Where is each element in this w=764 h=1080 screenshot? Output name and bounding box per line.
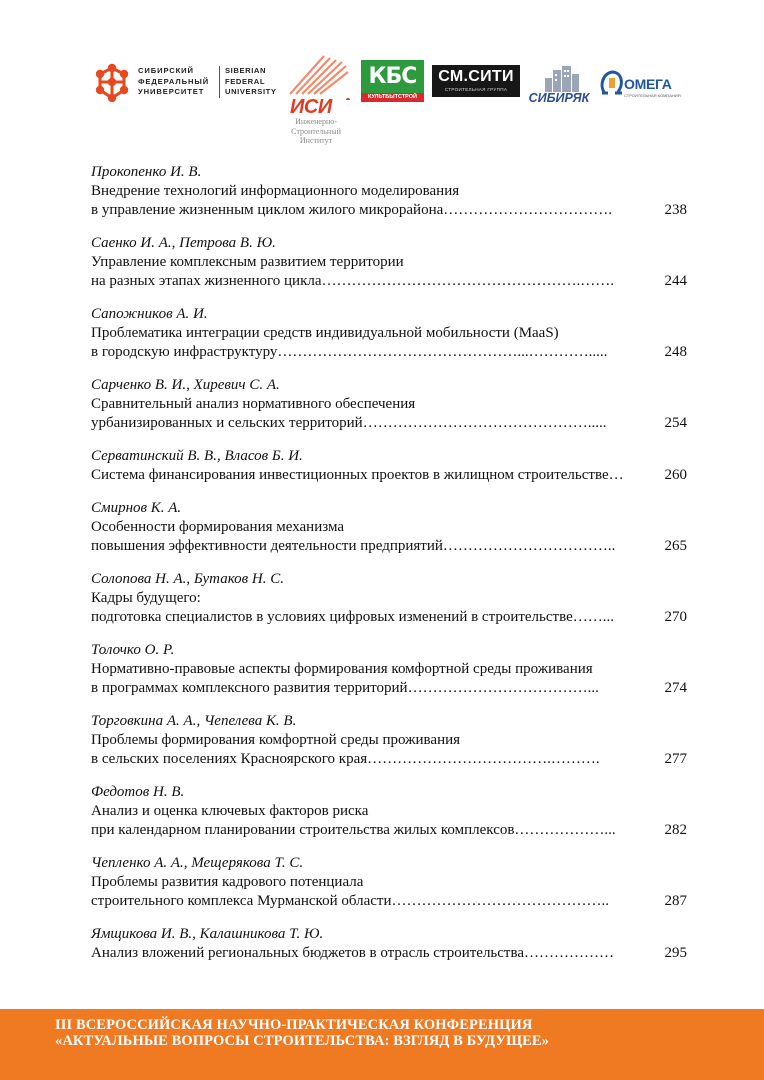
toc-authors: Солопова Н. А., Бутаков Н. С.	[91, 571, 284, 587]
toc-title-end: подготовка специалистов в условиях цифровых изменений в строительстве……...	[91, 609, 615, 625]
toc-entry	[91, 925, 691, 963]
toc-authors: Смирнов К. А.	[91, 500, 182, 516]
toc-title-end: в сельских поселениях Красноярского края……………………………….……….	[91, 751, 600, 767]
toc-entry	[91, 499, 691, 556]
toc-page-number: 238	[664, 202, 687, 218]
toc-page-number: 265	[664, 538, 687, 554]
toc-page-number: 282	[664, 822, 687, 838]
cmcity-name: СМ.СИТИ	[438, 68, 514, 85]
toc-entry	[91, 854, 691, 911]
toc-page-number: 277	[664, 751, 687, 767]
toc-authors: Чепленко А. А., Мещерякова Т. С.	[91, 855, 304, 871]
toc-authors: Торговкина А. А., Чепелева К. В.	[91, 713, 297, 729]
toc-last-line	[91, 272, 691, 291]
toc-title-line: Нормативно-правовые аспекты формирования комфортной среды проживания	[91, 661, 593, 677]
toc-entry	[91, 570, 691, 627]
isi-caption: Инженерно- Строительный Институт	[291, 117, 341, 145]
footer-conference-name: III ВСЕРОССИЙСКАЯ НАУЧНО-ПРАКТИЧЕСКАЯ КОНФЕРЕНЦИЯ	[55, 1017, 533, 1033]
omega-emblem-icon	[600, 66, 626, 100]
toc-authors: Прокопенко И. В.	[91, 164, 202, 180]
sfu-emblem-icon	[92, 62, 134, 104]
sibiryak-logo	[525, 64, 593, 104]
isi-logo	[284, 50, 354, 150]
toc-last-line	[91, 679, 691, 698]
sfu-divider	[219, 66, 220, 98]
toc-title-end: Анализ вложений региональных бюджетов в отрасль строительства………………	[91, 945, 615, 961]
toc-page-number: 270	[664, 609, 687, 625]
toc-title-line: Проблемы формирования комфортной среды проживания	[91, 732, 461, 748]
toc-title-end: в управление жизненным циклом жилого микрорайона…………………………….	[91, 202, 613, 218]
toc-last-line	[91, 750, 691, 769]
kbs-logo	[361, 60, 424, 102]
toc-last-line	[91, 892, 691, 911]
toc-authors: Ямщикова И. В., Калашникова Т. Ю.	[91, 926, 324, 942]
toc-last-line	[91, 466, 691, 485]
toc-page-number: 260	[664, 467, 687, 483]
toc-entry	[91, 641, 691, 698]
toc-page-number: 287	[664, 893, 687, 909]
toc-page-number: 248	[664, 344, 687, 360]
sfu-logo	[92, 62, 292, 104]
sibiryak-buildings-icon	[525, 64, 593, 94]
toc-entry	[91, 376, 691, 433]
toc-entry	[91, 712, 691, 769]
toc-title-line: Внедрение технологий информационного моделирования	[91, 183, 460, 199]
footer-conference-theme: «АКТУАЛЬНЫЕ ВОПРОСЫ СТРОИТЕЛЬСТВА: ВЗГЛЯД В БУДУЩЕЕ»	[55, 1033, 550, 1049]
toc-title-line: Особенности формирования механизма	[91, 519, 344, 535]
conference-footer	[0, 1009, 764, 1080]
toc-title-end: при календарном планировании строительства жилых комплексов………………...	[91, 822, 616, 838]
toc-entry	[91, 447, 691, 485]
toc-title-line: Кадры будущего:	[91, 590, 201, 606]
sponsor-logos	[0, 0, 764, 150]
sibiryak-name: СИБИРЯК	[528, 91, 590, 105]
toc-page-number: 274	[664, 680, 687, 696]
toc-last-line	[91, 608, 691, 627]
toc-last-line	[91, 201, 691, 220]
omega-logo	[600, 66, 682, 100]
toc-title-line: Управление комплексным развитием территории	[91, 254, 404, 270]
cmcity-subtitle: СТРОИТЕЛЬНАЯ ГРУППА	[444, 87, 508, 92]
toc-entry	[91, 783, 691, 840]
kbs-mark: КБС	[368, 64, 417, 89]
toc-authors: Сапожников А. И.	[91, 306, 208, 322]
toc-title-end: в городскую инфраструктуру…………………………………………...………….....	[91, 344, 608, 360]
toc-title-end: повышения эффективности деятельности предприятий……………………………..	[91, 538, 616, 554]
toc-page-number: 254	[664, 415, 687, 431]
toc-last-line	[91, 414, 691, 433]
cmcity-logo	[432, 65, 520, 97]
toc-authors: Толочко О. Р.	[91, 642, 175, 658]
toc-authors: Саенко И. А., Петрова В. Ю.	[91, 235, 276, 251]
omega-subtitle: СТРОИТЕЛЬНАЯ КОМПАНИЯ	[624, 93, 681, 98]
toc-title-end: урбанизированных и сельских территорий……………………………………….....	[91, 415, 607, 431]
isi-abbreviation: ИСИ	[290, 96, 332, 118]
omega-name: ОМЕГА	[624, 76, 672, 92]
toc-page-number: 295	[664, 945, 687, 961]
toc-title-end: Система финансирования инвестиционных проектов в жилищном строительстве…	[91, 467, 624, 483]
kbs-caption: КУЛЬТБЫТСТРОЙ	[361, 93, 424, 102]
isi-stripes-icon	[284, 50, 354, 100]
sfu-name-en: SIBERIAN FEDERAL UNIVERSITY	[225, 66, 277, 96]
toc-last-line	[91, 821, 691, 840]
toc-title-line: Сравнительный анализ нормативного обеспечения	[91, 396, 416, 412]
toc-title-end: строительного комплекса Мурманской области……………………………………..	[91, 893, 609, 909]
toc-authors: Серватинский В. В., Власов Б. И.	[91, 448, 303, 464]
toc-last-line	[91, 343, 691, 362]
toc-page-number: 244	[664, 273, 687, 289]
toc-entry	[91, 234, 691, 291]
toc-entry	[91, 305, 691, 362]
toc-entry	[91, 163, 691, 220]
toc-title-line: Анализ и оценка ключевых факторов риска	[91, 803, 369, 819]
toc-title-line: Проблемы развития кадрового потенциала	[91, 874, 364, 890]
toc-last-line	[91, 537, 691, 556]
toc-title-end: в программах комплексного развития территорий………………………………...	[91, 680, 599, 696]
toc-title-end: на разных этапах жизненного цикла…………………………………………….…….	[91, 273, 615, 289]
toc-authors: Федотов Н. В.	[91, 784, 185, 800]
toc-title-line: Проблематика интеграции средств индивидуальной мобильности (MaaS)	[91, 325, 559, 341]
toc-last-line	[91, 944, 691, 963]
toc-authors: Сарченко В. И., Хиревич С. А.	[91, 377, 280, 393]
sfu-name-ru: СИБИРСКИЙ ФЕДЕРАЛЬНЫЙ УНИВЕРСИТЕТ	[138, 66, 210, 96]
